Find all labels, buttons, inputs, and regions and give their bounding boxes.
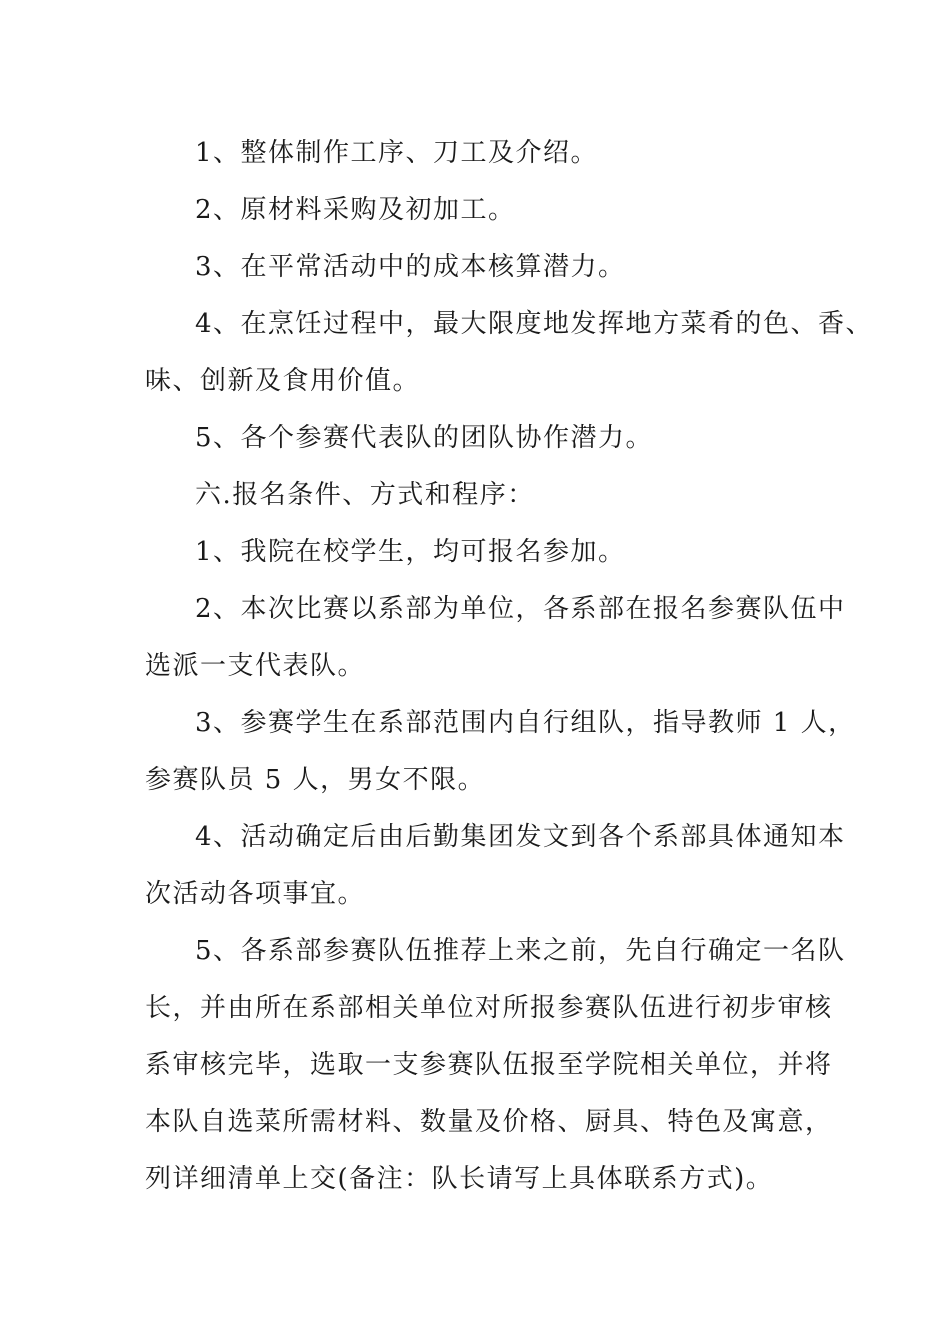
- text-line: 系审核完毕，选取一支参赛队伍报至学院相关单位，并将: [145, 1050, 833, 1080]
- section-heading: 六.报名条件、方式和程序：: [195, 480, 535, 510]
- text-line: 4、在烹饪过程中，最大限度地发挥地方菜肴的色、香、: [195, 309, 874, 339]
- text-line: 2、本次比赛以系部为单位，各系部在报名参赛队伍中: [195, 594, 846, 624]
- text-line: 2、原材料采购及初加工。: [195, 195, 516, 225]
- text-line: 本队自选菜所需材料、数量及价格、厨具、特色及寓意，: [145, 1107, 833, 1137]
- text-line: 长，并由所在系部相关单位对所报参赛队伍进行初步审核: [145, 993, 833, 1023]
- text-line: 列详细清单上交(备注：队长请写上具体联系方式)。: [145, 1164, 774, 1194]
- text-line: 1、整体制作工序、刀工及介绍。: [195, 138, 599, 168]
- text-line: 次活动各项事宜。: [145, 879, 366, 909]
- text-line: 1、我院在校学生，均可报名参加。: [195, 537, 626, 567]
- text-line: 参赛队员 5 人，男女不限。: [145, 765, 486, 795]
- text-line: 选派一支代表队。: [145, 651, 366, 681]
- text-line: 3、在平常活动中的成本核算潜力。: [195, 252, 626, 282]
- text-line: 4、活动确定后由后勤集团发文到各个系部具体通知本: [195, 822, 846, 852]
- text-line: 5、各系部参赛队伍推荐上来之前，先自行确定一名队: [195, 936, 846, 966]
- text-line: 味、创新及食用价值。: [145, 366, 421, 396]
- text-line: 5、各个参赛代表队的团队协作潜力。: [195, 423, 654, 453]
- text-line: 3、参赛学生在系部范围内自行组队，指导教师 1 人，: [195, 708, 856, 738]
